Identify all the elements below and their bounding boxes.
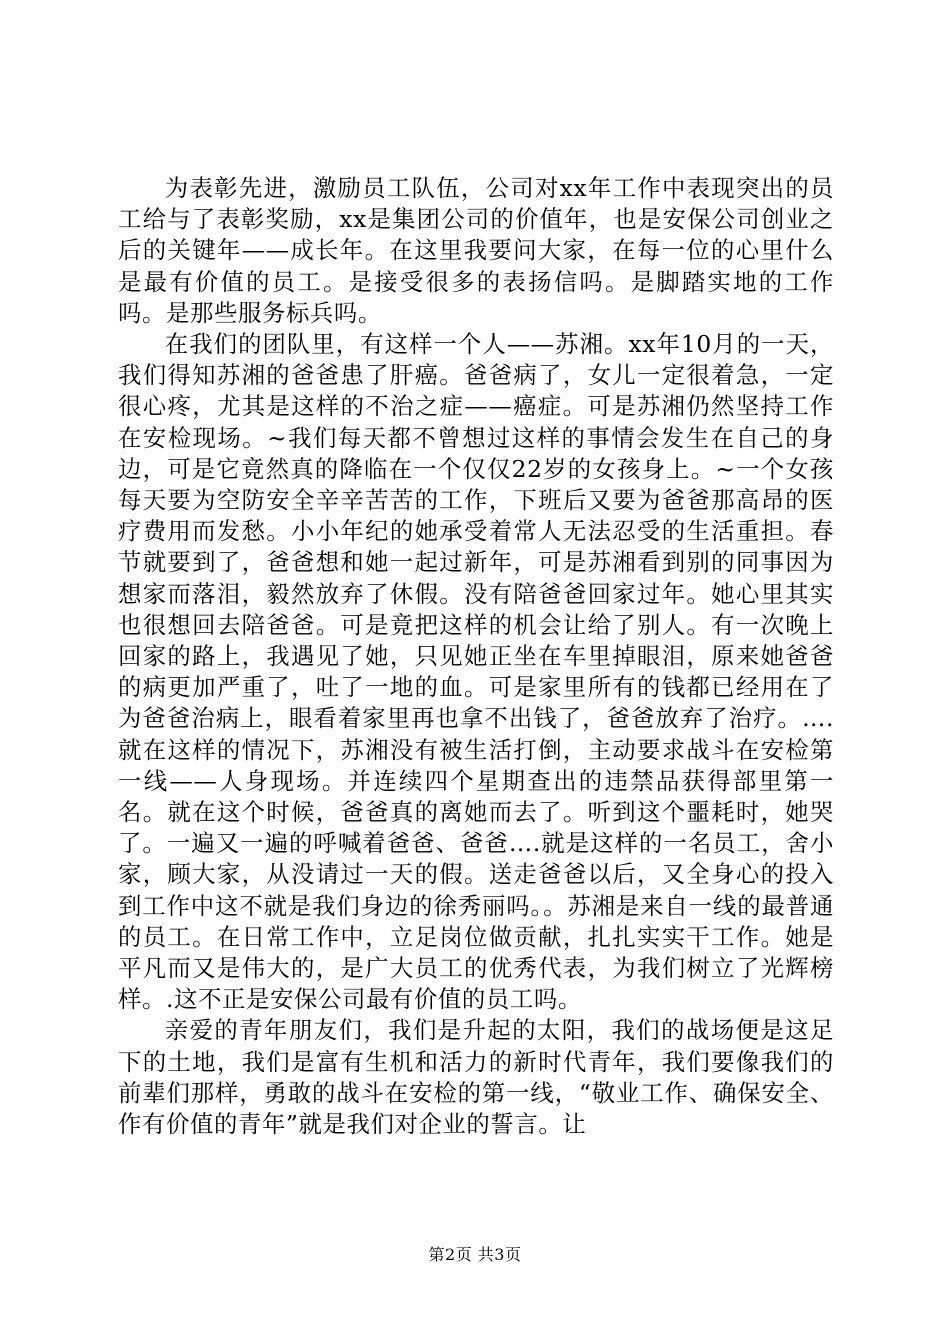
paragraph-su-xiang-story: 在我们的团队里，有这样一个人——苏湘。xx年10月的一天，我们得知苏湘的爸爸患了肝癌。爸爸病了，女儿一定很着急，一定很心疼，尤其是这样的不治之症——癌症。可是苏湘仍然坚持工作在安检现场。~我们每天都不曾想过这样的事情会发生在自己的身边，可是它竟然真的降临在一个仅仅22岁的女孩身上。~一个女孩每天要为空防安全辛辛苦苦的工作，下班后又要为爸爸那高昂的医疗费用而发愁。小小年纪的她承受着常人无法忍受的生活重担。春节就要到了，爸爸想和她一起过新年，可是苏湘看到别的同事因为想家而落泪，毅然放弃了休假。没有陪爸爸回家过年。她心里其实也很想回去陪爸爸。可是竟把这样的机会让给了别人。有一次晚上回家的路上，我遇见了她，只见她正坐在车里掉眼泪，原来她爸爸的病更加严重了，吐了一地的血。可是家里所有的钱都已经用在了为爸爸治病上，眼看着家里再也拿不出钱了，爸爸放弃了治疗。….就在这样的情况下，苏湘没有被生活打倒，主动要求战斗在安检第一线——人身现场。并连续四个星期查出的违禁品获得部里第一名。就在这个时候，爸爸真的离她而去了。听到这个噩耗时，她哭了。一遍又一遍的呼喊着爸爸、爸爸….就是这样的一名员工，舍小家，顾大家，从没请过一天的假。送走爸爸以后，又全身心的投入到工作中这不就是我们身边的徐秀丽吗。。苏湘是来自一线的最普通的员工。在日常工作中，立足岗位做贡献，扎扎实实干工作。她是平凡而又是伟大的，是广大员工的优秀代表，为我们树立了光辉榜样。.这不正是安保公司最有价值的员工吗。 <box>118 330 834 1014</box>
paragraph-youth-appeal: 亲爱的青年朋友们，我们是升起的太阳，我们的战场便是这足下的土地，我们是富有生机和活力的新时代青年，我们要像我们的前辈们那样，勇敢的战斗在安检的第一线，“敬业工作、确保安全、作有价值的青年”就是我们对企业的誓言。让 <box>118 1016 834 1139</box>
paragraph-commendation-intro: 为表彰先进，激励员工队伍，公司对xx年工作中表现突出的员工给与了表彰奖励，xx是集团公司的价值年，也是安保公司创业之后的关键年——成长年。在这里我要问大家，在每一位的心里什么是最有价值的员工。是接受很多的表扬信吗。是脚踏实地的工作吗。是那些服务标兵吗。 <box>118 174 834 327</box>
document-body <box>118 173 834 1140</box>
page-number-footer: 第2页 共3页 <box>428 1245 522 1264</box>
